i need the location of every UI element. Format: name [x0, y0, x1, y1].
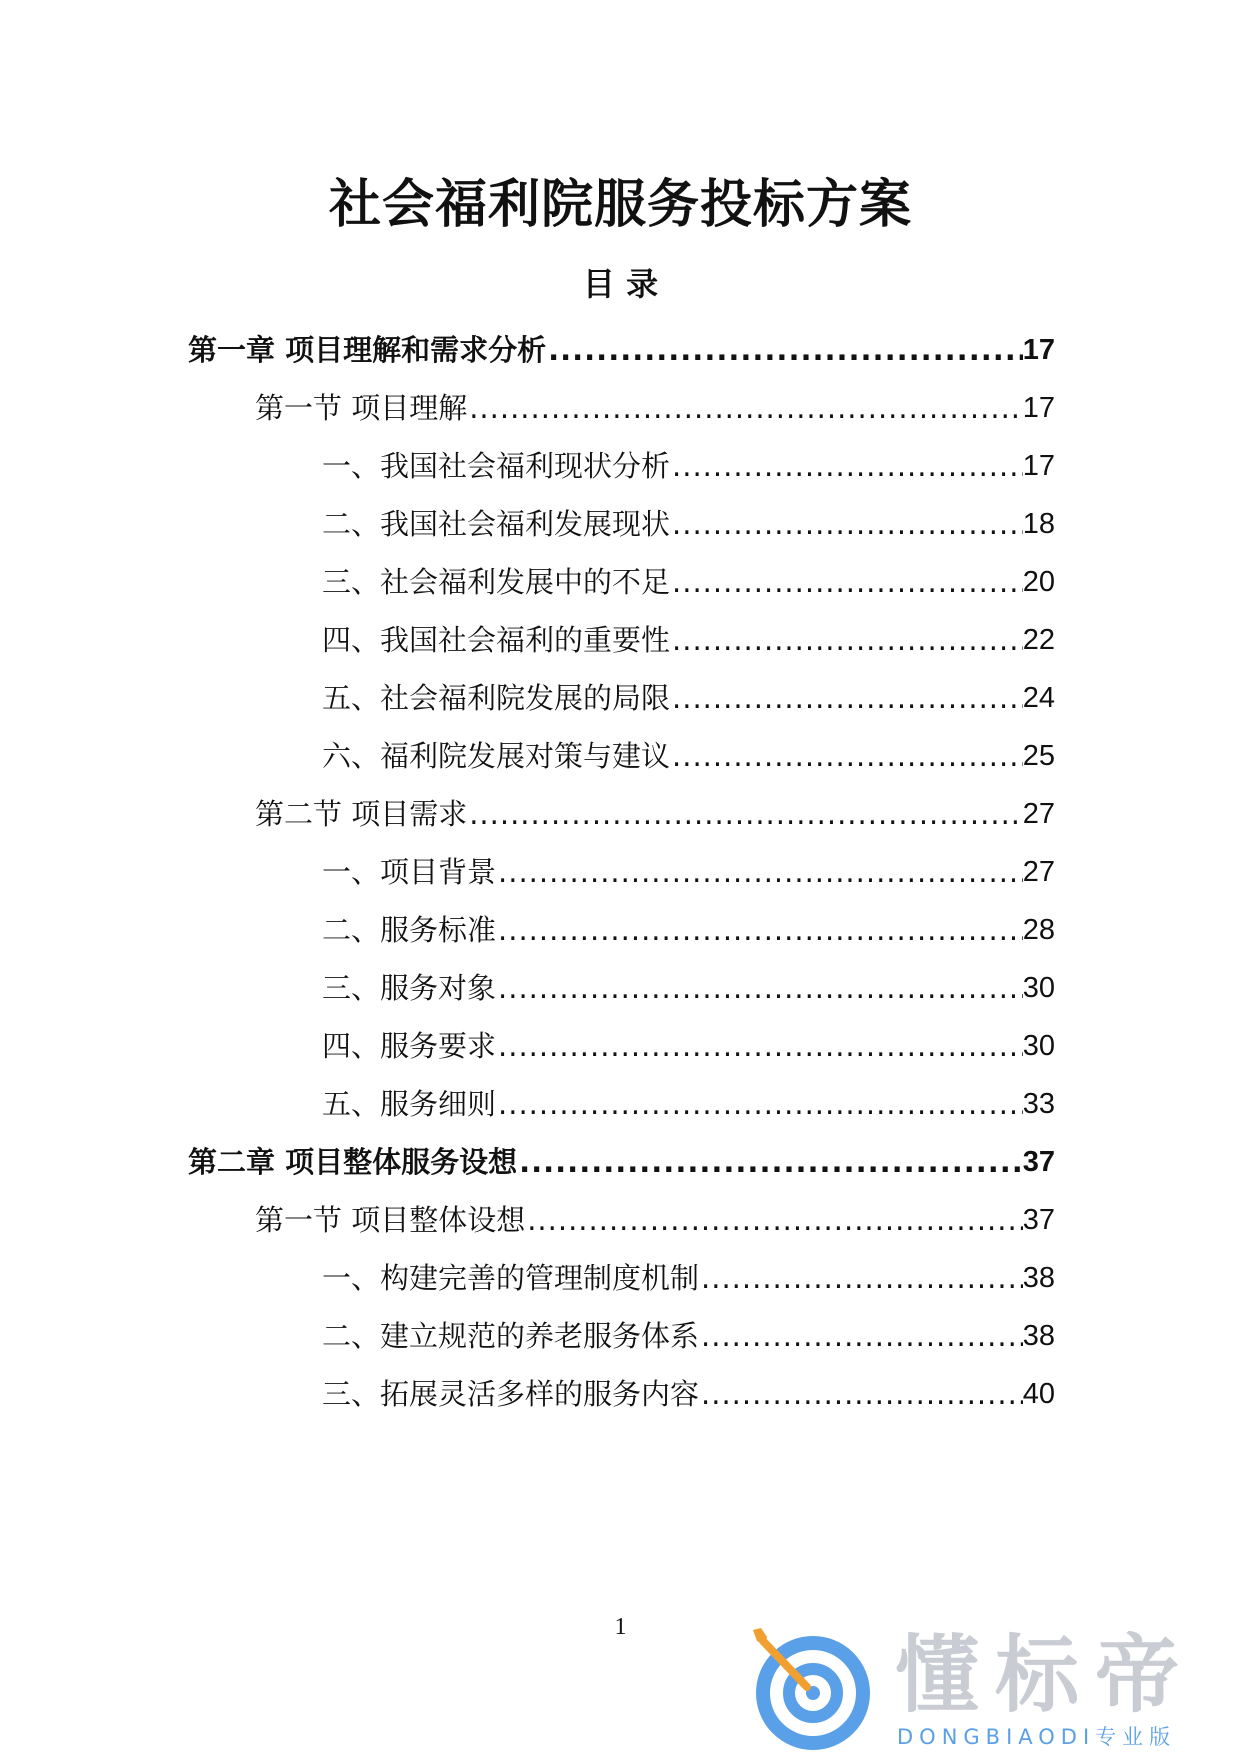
toc-entry-subsection[interactable]: [322, 676, 1055, 720]
toc-page-number: 40: [1022, 1378, 1055, 1410]
toc-dot-leader: [670, 618, 1023, 662]
toc-page-number: 38: [1022, 1320, 1055, 1352]
toc-page-number: 30: [1022, 972, 1055, 1004]
toc-entry-subsection[interactable]: [322, 1314, 1055, 1358]
toc-entry-text: 四、我国社会福利的重要性: [322, 623, 671, 657]
toc-entry-subsection[interactable]: [322, 1256, 1055, 1300]
toc-dot-leader: [699, 1256, 1023, 1300]
toc-entry-text: 二、我国社会福利发展现状: [322, 507, 671, 541]
toc-page-number: 30: [1022, 1030, 1055, 1062]
toc-entry-text: 一、构建完善的管理制度机制: [322, 1261, 700, 1295]
toc-entry-text: 二、建立规范的养老服务体系: [322, 1319, 700, 1353]
toc-entry-text: 五、服务细则: [322, 1087, 497, 1121]
toc-dot-leader: [670, 676, 1023, 720]
toc-entry-chapter-1[interactable]: [188, 328, 1055, 372]
watermark: [745, 1625, 1225, 1750]
toc-entry-subsection[interactable]: [322, 1082, 1055, 1126]
toc-entry-section[interactable]: [255, 1198, 1055, 1242]
toc-dot-leader: [525, 1198, 1023, 1242]
page-number: 1: [614, 1614, 627, 1640]
toc-dot-leader: [496, 1024, 1023, 1068]
toc-entry-subsection[interactable]: [322, 908, 1055, 952]
toc-dot-leader: [670, 734, 1023, 778]
toc-entry-subsection[interactable]: [322, 850, 1055, 894]
toc-page-number: 27: [1022, 798, 1055, 830]
toc-entry-text: 三、拓展灵活多样的服务内容: [322, 1377, 700, 1411]
toc-entry-chapter-2[interactable]: [188, 1140, 1055, 1184]
toc-entry-text: 三、社会福利发展中的不足: [322, 565, 671, 599]
toc-entry-text: 第二章 项目整体服务设想: [188, 1145, 518, 1179]
toc-dot-leader: [670, 502, 1023, 546]
watermark-subtitle: DONGBIAODI专业版: [897, 1725, 1177, 1749]
toc-page-number: 17: [1022, 450, 1055, 482]
toc-dot-leader: [699, 1372, 1023, 1416]
toc-entry-text: 一、项目背景: [322, 855, 497, 889]
toc-page-number: 17: [1022, 334, 1055, 366]
toc-entry-text: 第一章 项目理解和需求分析: [188, 333, 547, 367]
toc-entry-subsection[interactable]: [322, 1372, 1055, 1416]
toc-dot-leader: [496, 1082, 1023, 1126]
toc-entry-subsection[interactable]: [322, 444, 1055, 488]
toc-entry-text: 五、社会福利院发展的局限: [322, 681, 671, 715]
toc-page-number: 28: [1022, 914, 1055, 946]
toc-entry-text: 一、我国社会福利现状分析: [322, 449, 671, 483]
target-logo-icon: [745, 1625, 875, 1750]
toc-dot-leader: [517, 1140, 1023, 1184]
toc-page-number: 37: [1022, 1204, 1055, 1236]
toc-page-number: 22: [1022, 624, 1055, 656]
toc-entry-section[interactable]: [255, 792, 1055, 836]
toc-page-number: 27: [1022, 856, 1055, 888]
toc-entry-subsection[interactable]: [322, 560, 1055, 604]
toc-entry-subsection[interactable]: [322, 734, 1055, 778]
toc-entry-text: 六、福利院发展对策与建议: [322, 739, 671, 773]
toc-page-number: 20: [1022, 566, 1055, 598]
toc-dot-leader: [467, 386, 1023, 430]
toc-dot-leader: [467, 792, 1023, 836]
toc-page-number: 25: [1022, 740, 1055, 772]
toc-dot-leader: [699, 1314, 1023, 1358]
toc-entry-text: 第一节 项目理解: [255, 391, 468, 425]
toc-dot-leader: [546, 328, 1023, 372]
toc-entry-text: 四、服务要求: [322, 1029, 497, 1063]
toc-entry-text: 三、服务对象: [322, 971, 497, 1005]
toc-heading: 目 录: [582, 265, 659, 303]
watermark-brand: 懂标帝: [895, 1626, 1196, 1724]
toc-dot-leader: [670, 444, 1023, 488]
toc-dot-leader: [670, 560, 1023, 604]
toc-page-number: 38: [1022, 1262, 1055, 1294]
toc-entry-subsection[interactable]: [322, 966, 1055, 1010]
toc-dot-leader: [496, 850, 1023, 894]
toc-entry-subsection[interactable]: [322, 618, 1055, 662]
toc-page-number: 17: [1022, 392, 1055, 424]
toc-entry-text: 第二节 项目需求: [255, 797, 468, 831]
toc-entry-subsection[interactable]: [322, 1024, 1055, 1068]
toc-entry-text: 第一节 项目整体设想: [255, 1203, 526, 1237]
toc-page-number: 18: [1022, 508, 1055, 540]
toc-entry-text: 二、服务标准: [322, 913, 497, 947]
toc-entry-subsection[interactable]: [322, 502, 1055, 546]
toc-dot-leader: [496, 966, 1023, 1010]
toc-dot-leader: [496, 908, 1023, 952]
document-title: 社会福利院服务投标方案: [328, 175, 912, 235]
toc-page-number: 33: [1022, 1088, 1055, 1120]
toc-page-number: 37: [1022, 1146, 1055, 1178]
toc-page-number: 24: [1022, 682, 1055, 714]
toc-entry-section[interactable]: [255, 386, 1055, 430]
